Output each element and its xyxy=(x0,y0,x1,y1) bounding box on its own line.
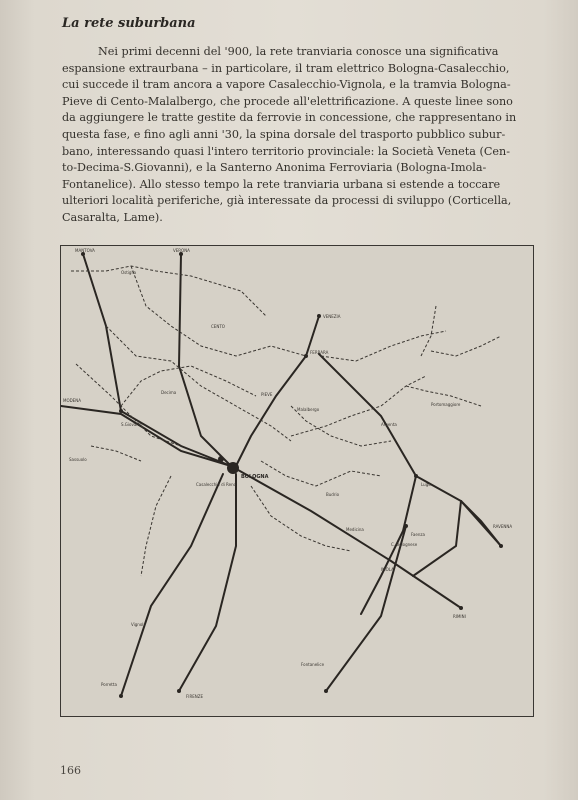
body-paragraph xyxy=(62,44,532,227)
map-label-mantova: MANTOVA xyxy=(75,248,95,253)
map-label-fontanelice: Fontanelice xyxy=(301,662,325,667)
map-label-ostiglia: Ostiglia xyxy=(121,270,137,275)
map-drawing xyxy=(61,246,533,716)
map-label-malalbergo: Malalbergo xyxy=(297,407,320,412)
secondary-line xyxy=(141,476,171,576)
map-label-imola: IMOLA xyxy=(381,567,394,572)
map-label-ferrara: FERRARA xyxy=(310,350,329,355)
map-label-decima: Decima xyxy=(161,390,177,395)
map-label-porretta: Porretta xyxy=(101,682,117,687)
paragraph-line: da aggiungere le tratte gestite da ferrovie in concessione, che rappresentano in xyxy=(62,111,517,125)
map-label-portomaggiore: Portomaggiore xyxy=(431,402,461,407)
paragraph-line: Pieve di Cento-Malalbergo, che procede all'elettrificazione. A queste linee sono xyxy=(62,94,513,108)
railway-line xyxy=(236,316,319,466)
map-label-rimini: RIMINI xyxy=(453,614,466,619)
page-number: 166 xyxy=(60,764,81,777)
railway-line xyxy=(413,501,461,576)
section-title: La rete suburbana xyxy=(62,16,196,31)
railway-network-map xyxy=(60,245,534,717)
paragraph-line: espansione extraurbana – in particolare, il tram elettrico Bologna-Casalecchio, xyxy=(62,61,510,75)
paragraph-line: ulteriori località periferiche, già interessate da processi di sviluppo (Corticella, xyxy=(62,194,512,208)
map-label-bologna: BOLOGNA xyxy=(241,474,269,480)
map-label-s-giovanni: S.Giovanni xyxy=(121,422,143,427)
paragraph-line: cui succede il tram ancora a vapore Casalecchio-Vignola, e la tramvia Bologna- xyxy=(62,78,511,92)
map-label-modena: MODENA xyxy=(63,398,81,403)
station-dot xyxy=(218,456,224,462)
secondary-line xyxy=(291,376,426,436)
map-label-lugo: Lugo xyxy=(421,482,431,487)
map-label-vignola: Vignola xyxy=(131,622,146,627)
map-label-venezia: VENEZIA xyxy=(323,314,341,319)
map-label-ravenna: RAVENNA xyxy=(493,524,513,529)
map-label-casalecchio: Casalecchio di Reno xyxy=(196,482,237,487)
paragraph-line: to-Decima-S.Giovanni), e la Santerno Anonima Ferroviaria (Bologna-Imola- xyxy=(62,161,487,175)
map-label-verona: VERONA xyxy=(173,248,190,253)
bologna-hub xyxy=(227,462,239,474)
secondary-line xyxy=(76,364,181,446)
map-label-budrio: Budrio xyxy=(326,492,340,497)
secondary-line xyxy=(321,331,446,361)
map-label-medicina: Medicina xyxy=(346,527,364,532)
map-label-faenza: Faenza xyxy=(411,532,425,537)
paragraph-line: Fontanelice). Allo stesso tempo la rete tranviaria urbana si estende a toccare xyxy=(62,177,501,191)
railway-line xyxy=(121,474,223,696)
map-label-castel-bolognese: C. Bolognese xyxy=(391,542,418,547)
map-label-argenta: Argenta xyxy=(381,422,397,427)
map-label-firenze: FIRENZE xyxy=(186,694,204,699)
map-label-sassuolo: Sassuolo xyxy=(69,457,87,462)
secondary-line xyxy=(421,306,436,356)
railway-line xyxy=(319,354,501,546)
railway-line xyxy=(231,466,461,608)
secondary-line xyxy=(91,446,141,461)
secondary-line xyxy=(431,336,501,356)
paragraph-line: bano, interessando quasi l'intero territorio provinciale: la Società Veneta (Cen- xyxy=(62,144,511,158)
map-label-pieve: PIEVE xyxy=(261,392,273,397)
railway-line xyxy=(83,254,231,466)
secondary-line xyxy=(131,266,306,356)
map-label-cento: CENTO xyxy=(211,324,225,329)
paragraph-line: questa fase, e fino agli anni '30, la spina dorsale del trasporto pubblico subur- xyxy=(62,127,506,141)
secondary-line xyxy=(261,461,381,486)
paragraph-line: Casaralta, Lame). xyxy=(62,210,163,224)
secondary-line xyxy=(121,366,256,406)
paragraph-line: Nei primi decenni del '900, la rete tranviaria conosce una significativa xyxy=(98,45,499,58)
